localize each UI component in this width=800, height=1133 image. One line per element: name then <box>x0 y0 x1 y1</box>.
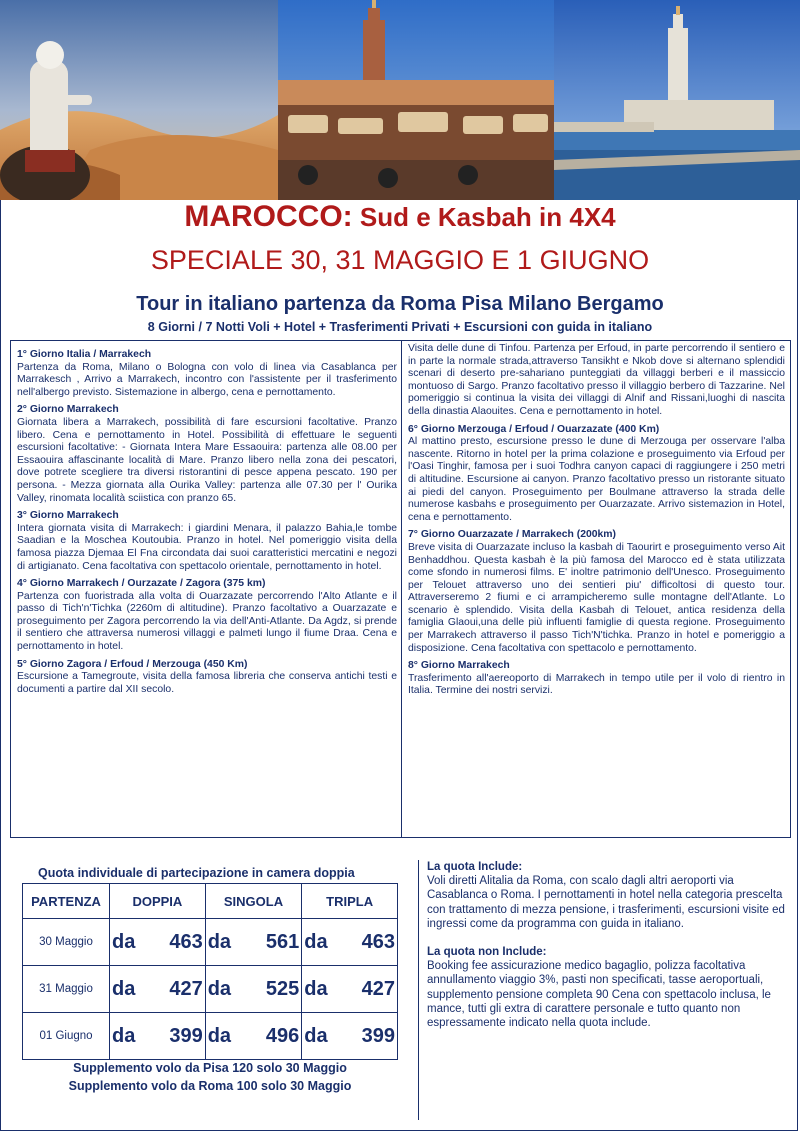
price-singola <box>205 1013 302 1060</box>
price-prefix: da <box>207 1024 232 1047</box>
day-title: 1° Giorno Italia / Marrakech <box>17 349 152 360</box>
desert-camel-photo <box>0 0 278 200</box>
header-partenza: PARTENZA <box>23 884 110 919</box>
itinerary-left-column <box>11 341 402 837</box>
price-value: 463 <box>169 930 203 953</box>
included-text: Voli diretti Alitalia da Roma, con scalo dagli altri aeroporti via Casablanca o Roma. I pernottamenti in hotel nella categoria prescelta con trattamento di mezza pensione, i trasferimenti, escursioni visite ed ingressi come da programma con guida in italiano. <box>427 875 785 930</box>
casablanca-mosque-photo <box>554 0 800 200</box>
day-text: Intera giornata visita di Marrakech: i giardini Menara, il palazzo Bahia,le tombe Saadian e la Moschea Koutoubia. Pranzo in hotel. Nel pomeriggio visita della famosa piazza Djemaa El Fna circondata dai suoi caratteristici mercatini e negozi di artigianato. Cena facoltativa con spettacolo orientale, pernottamento in hotel. <box>17 522 397 572</box>
day-7 <box>408 529 785 655</box>
price-prefix: da <box>112 1024 136 1047</box>
itinerary-box <box>10 340 791 838</box>
header-singola: SINGOLA <box>205 884 302 919</box>
price-doppia <box>110 919 206 966</box>
price-prefix: da <box>304 1024 328 1047</box>
photo-banner <box>0 0 800 200</box>
price-table <box>22 883 398 1060</box>
price-table-header <box>23 884 398 919</box>
price-doppia <box>110 966 206 1013</box>
departure-date: 31 Maggio <box>23 966 110 1013</box>
price-prefix: da <box>304 930 328 953</box>
price-value: 399 <box>169 1024 203 1047</box>
day-text: Giornata libera a Marrakech, possibilità di fare escursioni facoltative. Pranzo libero. Cena e pernottamento in Hotel. Possibilità di effettuare le seguenti escursioni facoltative: - Giornata Intera Mare Essaouira: partenza alle 08.00 per Essaouira affascinante località di Mare. Pranzo libero nella zona dei pescatori, dove potrete scegliere tra diversi ristorantini di pesce appena pescato. 190 per persona. - Mezza giornata alla Ourika Valley: partenza alle 07.30 per l' Ourika Valley, rinomata località sciistica con pranzo 65. <box>17 416 397 504</box>
day-title: 4° Giorno Marrakech / Ourzazate / Zagora (375 km) <box>17 578 266 590</box>
price-prefix: da <box>304 977 328 1000</box>
price-prefix: da <box>112 977 136 1000</box>
price-prefix: da <box>112 930 136 953</box>
day-8 <box>408 660 785 698</box>
day-2 <box>17 404 397 505</box>
supplement-pisa: Supplemento volo da Pisa 120 solo 30 Maggio <box>73 1061 347 1075</box>
day-text: Trasferimento all'aereoporto di Marrakech in tempo utile per il volo di rientro in Italia. Termine dei nostri servizi. <box>408 672 785 697</box>
itinerary-right-column <box>402 341 790 837</box>
day-5-continued <box>408 343 785 419</box>
price-prefix: da <box>207 930 232 953</box>
day-text: Partenza con fuoristrada alla volta di Ouarzazate percorrendo l'Alto Atlante e il passo di Tich'n'Tichka (2260m di altitudine). Pranzo facoltativo a Ouarzazate e proseguimento per Zagora percorrendo la via dell'Anti-Atlante. Da Agdz, si prende il sentiero che attraversa numerosi villaggi e palmeti lungo il fiume Draa. Cena e pernottamento in hotel. <box>17 590 397 653</box>
main-title-country: MAROCCO: <box>184 200 353 233</box>
table-row <box>23 966 398 1013</box>
table-row <box>23 919 398 966</box>
day-3 <box>17 510 397 573</box>
day-4 <box>17 578 397 654</box>
price-value: 525 <box>265 977 300 1000</box>
supplement-roma: Supplemento volo da Roma 100 solo 30 Maggio <box>68 1079 352 1093</box>
pricing-title: Quota individuale di partecipazione in camera doppia <box>38 866 355 880</box>
price-singola <box>205 919 302 966</box>
included-title: La quota Include: <box>427 861 523 873</box>
day-text: Breve visita di Ouarzazate incluso la kasbah di Taourirt e proseguimento verso Ait Benhaddhou. Questa kasbah è la più famosa del Marocco ed è stata utilizzata come sfondo in numerosi films. E' inoltre patrimonio dell'Unesco. Proseguimento per Telouet attraverso uno dei sentieri piu' difficoltosi di questo tour. Attraverseremo 2 fiumi e ci arrampicheremo sulle montagne dell'Atlante. Lo scenario è splendido. Visita della Kasbah di Telouet, antica residenza della famiglia Glaoui,una delle più influenti famiglie di questa regione. Proseguimento per Marrakech attraverso il passo Tich'N'tichka. Pranzo in hotel e pomeriggio a disposizione. Cena facoltativa con spettacolo e pernottamento. <box>408 541 785 654</box>
day-text: Escursione a Tamegroute, visita della famosa libreria che conserva antichi testi e documenti a partire dal XII secolo. <box>17 671 397 695</box>
day-title: 2° Giorno Marrakech <box>17 404 119 416</box>
day-title: 6° Giorno Merzouga / Erfoud / Ouarzazate (400 Km) <box>408 423 660 435</box>
day-text: Visita delle dune di Tinfou. Partenza per Erfoud, in parte percorrendo il sentiero e in parte la normale strada,attraverso Tansikht e Nkob dove si alternano splendidi scenari di deserto pre-sahariano punteggiati da villaggi berberi e il massiccio montuoso di Sargo. Pranzo facoltativo presso il villaggio berbero di Tazzarine. Nel pomeriggio si continua la visita dei villaggi di Alnif and Rissani,luoghi di nascita della dinastia Alaouites. Cena e pernottamento in hotel. <box>408 343 785 417</box>
table-row <box>23 1013 398 1060</box>
departure-date: 01 Giugno <box>23 1013 110 1060</box>
day-title: 8° Giorno Marrakech <box>408 660 510 672</box>
day-text: Partenza da Roma, Milano o Bologna con volo di linea via Casablanca per Marrakesch , Arrivo a Marrakech, incontro con l'assistente per il trasferimento nell'albergo previsto. Sistemazione in albergo, cena e pernottamento. <box>17 361 397 398</box>
day-title: 5° Giorno Zagora / Erfoud / Merzouga (450 Km) <box>17 658 248 670</box>
price-tripla <box>302 919 398 966</box>
day-text: Al mattino presto, escursione presso le dune di Merzouga per osservare l'alba nascente. Ritorno in hotel per la prima colazione e proseguimento via Erfoud per l'Oasi Tinghir, famosa per i suoi Todhra canyon capaci di raggiungere i 250 metri di altitudine. Escursione ai canyon. Pranzo facoltativo presso un ristorante situato ai piedi del canyon. Proseguimento per Boulmane attraverso la strada delle numerose kasbahs e proseguimento per Ouarzazate. Arrivo sistemazion in Hotel, cena e pernottamento. <box>408 436 785 523</box>
excluded-text: Booking fee assicurazione medico bagaglio, polizza facoltativa annullamento viaggio 3%, pasti non specificati, tasse aeroportuali, supplemento pensione completa 90 Cena con spettacolo inclusa, le mance, tutti gli extra di carattere personale e tutto quanto non espressamente indicato nella quota include. <box>427 960 771 1030</box>
main-title-rest: Sud e Kasbah in 4X4 <box>352 202 616 232</box>
day-title: 3° Giorno Marrakech <box>17 510 119 522</box>
day-5 <box>17 659 397 697</box>
price-value: 399 <box>361 1024 395 1047</box>
main-title <box>0 200 800 234</box>
includes-box <box>418 860 788 1120</box>
tour-line: Tour in italiano partenza da Roma Pisa Milano Bergamo <box>136 293 664 315</box>
day-title: 7° Giorno Ouarzazate / Marrakech (200km) <box>408 529 617 541</box>
price-value: 463 <box>361 930 395 953</box>
tagline: 8 Giorni / 7 Notti Voli + Hotel + Trasferimenti Privati + Escursioni con guida in italiano <box>147 320 653 334</box>
marrakech-square-photo <box>278 0 554 200</box>
excluded-title: La quota non Include: <box>427 946 547 959</box>
price-value: 427 <box>361 977 395 1000</box>
day-1 <box>17 349 397 399</box>
price-prefix: da <box>207 977 232 1000</box>
price-value: 496 <box>265 1024 300 1047</box>
departure-date: 30 Maggio <box>23 919 110 966</box>
special-dates-subtitle: SPECIALE 30, 31 MAGGIO E 1 GIUGNO <box>150 245 650 275</box>
price-value: 427 <box>169 977 203 1000</box>
price-tripla <box>302 1013 398 1060</box>
header-doppia: DOPPIA <box>110 884 206 919</box>
price-singola <box>205 966 302 1013</box>
header-tripla: TRIPLA <box>302 884 398 919</box>
price-tripla <box>302 966 398 1013</box>
day-6 <box>408 424 785 525</box>
price-doppia <box>110 1013 206 1060</box>
price-value: 561 <box>265 930 300 953</box>
